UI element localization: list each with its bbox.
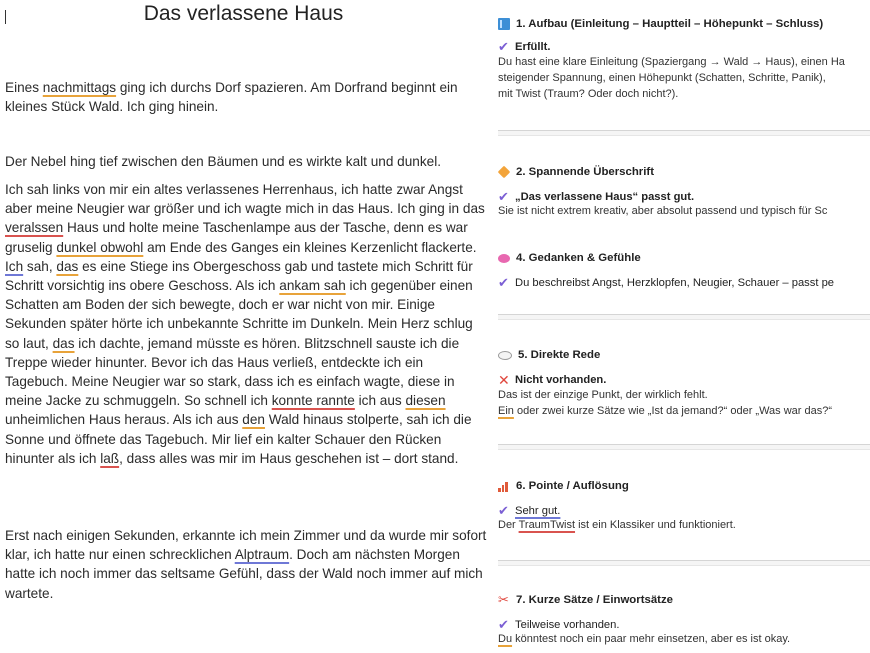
checkmark-icon: ✔: [498, 617, 509, 632]
grammar-flag[interactable]: den: [242, 412, 265, 428]
section-heading: [498, 166, 870, 178]
grammar-flag[interactable]: das: [52, 335, 75, 351]
status-text: Du beschreibst Angst, Herzklopfen, Neugier, Schauer – passt pe: [515, 277, 835, 289]
grammar-flag[interactable]: konnte rannte: [271, 393, 355, 409]
essay-title: Das verlassene Haus: [143, 2, 344, 25]
spelling-error[interactable]: laß: [100, 450, 120, 466]
checkmark-icon: ✔: [498, 503, 509, 518]
feedback-line: mit Twist (Traum? Oder doch nicht?).: [498, 88, 679, 100]
feedback-section-structure: [498, 18, 870, 102]
feedback-section-thoughts: [498, 252, 870, 289]
feedback-line: [498, 631, 870, 647]
checkmark-icon: ✔: [498, 275, 509, 290]
feedback-line: Das ist der einzige Punkt, der wirklich fehlt.: [498, 389, 708, 401]
section-heading: [498, 349, 870, 361]
status-text[interactable]: Sehr gut.: [515, 505, 561, 517]
section-status: [498, 277, 870, 289]
bar-chart-icon: [498, 480, 510, 492]
essay-paragraph-1: [5, 78, 489, 116]
section-status: [498, 505, 870, 517]
book-icon: [498, 18, 510, 30]
heading-text: 1. Aufbau (Einleitung – Hauptteil – Höhepunkt – Schluss): [516, 18, 824, 30]
text-run: Wald hinaus stolperte, sah ich die Sonne und öffnete das Tagebuch. Mir lief ein kalter Schauer den Rücken hinunter als ich: [5, 412, 472, 466]
text-run: am Ende des Ganges ein kleines Kerzenlicht flackerte.: [143, 239, 477, 255]
text-run: ich aus: [354, 393, 406, 409]
feedback-line: [498, 517, 870, 533]
section-status: [498, 41, 870, 53]
tag-icon: [498, 166, 511, 179]
essay-paragraph-3: [5, 180, 489, 468]
section-heading: [498, 594, 870, 606]
text-run: es eine Stiege ins Obergeschoss gab und tastete mich Schritt für Schritt vorsichtig ins obere Geschoss. Als ich: [5, 258, 473, 294]
status-text: Nicht vorhanden.: [515, 374, 607, 386]
heading-text: 4. Gedanken & Gefühle: [516, 252, 641, 264]
text-run: oder zwei kurze Sätze wie „Ist da jemand?“ oder „Was war das?“: [513, 405, 833, 417]
feedback-panel: [492, 0, 870, 653]
spelling-error[interactable]: veralssen: [5, 220, 64, 236]
status-text: Erfüllt.: [515, 41, 551, 53]
text-run: Ich sah links von mir ein altes verlassenes Herrenhaus, ich hatte zwar Angst aber meine Neugier war größer und ich wagte mich in das Haus. Ich ging in das: [5, 182, 485, 217]
text-run: ich dachte, jemand müsste es hören. Blitzschnell sauste ich die Treppe wieder hinunter. Bevor ich das Haus verließ, entdeckte ich ein Tagebuch. Meine Neugier war so stark, dass ich es einfach wagte, diese in meine Jacke zu schmuggeln. So schnell ich: [5, 335, 460, 409]
text-run: Erst nach einigen Sekunden, erkannte ich mein Zimmer und da wurde mir sofort klar, ich hatte nur einen schrecklichen: [5, 528, 487, 563]
text-run: unheimlichen Haus heraus. Als ich aus: [5, 412, 243, 428]
text-run: Eines: [5, 80, 43, 95]
section-heading: [498, 18, 870, 30]
section-status: [498, 374, 870, 386]
status-text: „Das verlassene Haus“ passt gut.: [515, 191, 695, 203]
grammar-flag[interactable]: ankam sah: [279, 278, 346, 294]
feedback-section-headline: [498, 166, 870, 219]
grammar-flag[interactable]: diesen: [405, 393, 446, 409]
section-divider: [498, 130, 870, 136]
feedback-line: [498, 403, 870, 419]
feedback-section-direct-speech: [498, 349, 870, 419]
text-run: sah,: [23, 258, 57, 274]
text-run: Der: [498, 519, 519, 531]
text-run: , dass alles was mir im Haus geschehen ist – dort stand.: [119, 450, 459, 466]
heading-text: 5. Direkte Rede: [518, 349, 601, 361]
section-status: [498, 619, 870, 631]
heading-text: 2. Spannende Überschrift: [516, 166, 654, 178]
thought-bubble-icon: [498, 254, 510, 263]
section-divider: [498, 444, 870, 450]
grammar-flag[interactable]: das: [56, 258, 79, 274]
checkmark-icon: ✔: [498, 189, 509, 204]
text-run: Haus und holte meine Taschenlampe aus der Tasche, denn es war gruselig: [5, 220, 468, 255]
text-run: ging ich durchs Dorf spazieren. Am Dorfrand beginnt ein kleines Stück Wald. Ich ging hinein.: [5, 80, 458, 115]
section-heading: [498, 480, 870, 492]
flagged-word[interactable]: Ein: [498, 405, 514, 417]
feedback-line: Du hast eine klare Einleitung (Spaziergang → Wald → Haus), einen Ha: [498, 56, 845, 68]
feedback-line: Sie ist nicht extrem kreativ, aber absolut passend und typisch für Sc: [498, 205, 828, 217]
style-flag[interactable]: Ich: [5, 258, 24, 274]
speech-bubble-icon: [498, 351, 512, 360]
text-run: ist ein Klassiker und funktioniert.: [575, 519, 736, 531]
flagged-word[interactable]: Du: [498, 633, 513, 645]
scissors-icon: ✂: [498, 592, 509, 607]
text-run: könntest noch ein paar mehr einsetzen, aber es ist okay.: [512, 633, 791, 645]
feedback-section-short-sentences: [498, 594, 870, 647]
section-heading: [498, 252, 870, 264]
essay-paragraph-2: Der Nebel hing tief zwischen den Bäumen und es wirkte kalt und dunkel.: [5, 154, 442, 169]
status-text: Teilweise vorhanden.: [515, 619, 620, 631]
heading-text: 7. Kurze Sätze / Einwortsätze: [516, 594, 673, 606]
feedback-section-twist: [498, 480, 870, 533]
checkmark-icon: ✔: [498, 39, 509, 54]
section-divider: [498, 560, 870, 566]
section-status: [498, 191, 870, 203]
cross-icon: ✕: [498, 372, 510, 388]
spelling-error[interactable]: TraumTwist: [518, 519, 576, 531]
style-flag[interactable]: Alptraum: [234, 547, 290, 563]
section-divider: [498, 314, 870, 320]
flagged-word[interactable]: nachmittags: [42, 80, 117, 95]
essay-paragraph-4: [5, 526, 489, 603]
grammar-flag[interactable]: dunkel obwohl: [56, 239, 144, 255]
heading-text: 6. Pointe / Auflösung: [516, 480, 629, 492]
feedback-line: steigender Spannung, einen Höhepunkt (Schatten, Schritte, Panik),: [498, 72, 826, 84]
text-run: ich gegenüber einen Schatten am Boden der sich bewegte, doch er war nicht von mir. Einige Sekunden später hörte ich unbekannte Schritte im Dunkeln. Mein Herz schlug so laut,: [5, 278, 473, 351]
text-run: . Doch am nächsten Morgen hatte ich noch immer das seltsame Gefühl, dass der Wald noch immer auf mich wartete.: [5, 547, 483, 601]
